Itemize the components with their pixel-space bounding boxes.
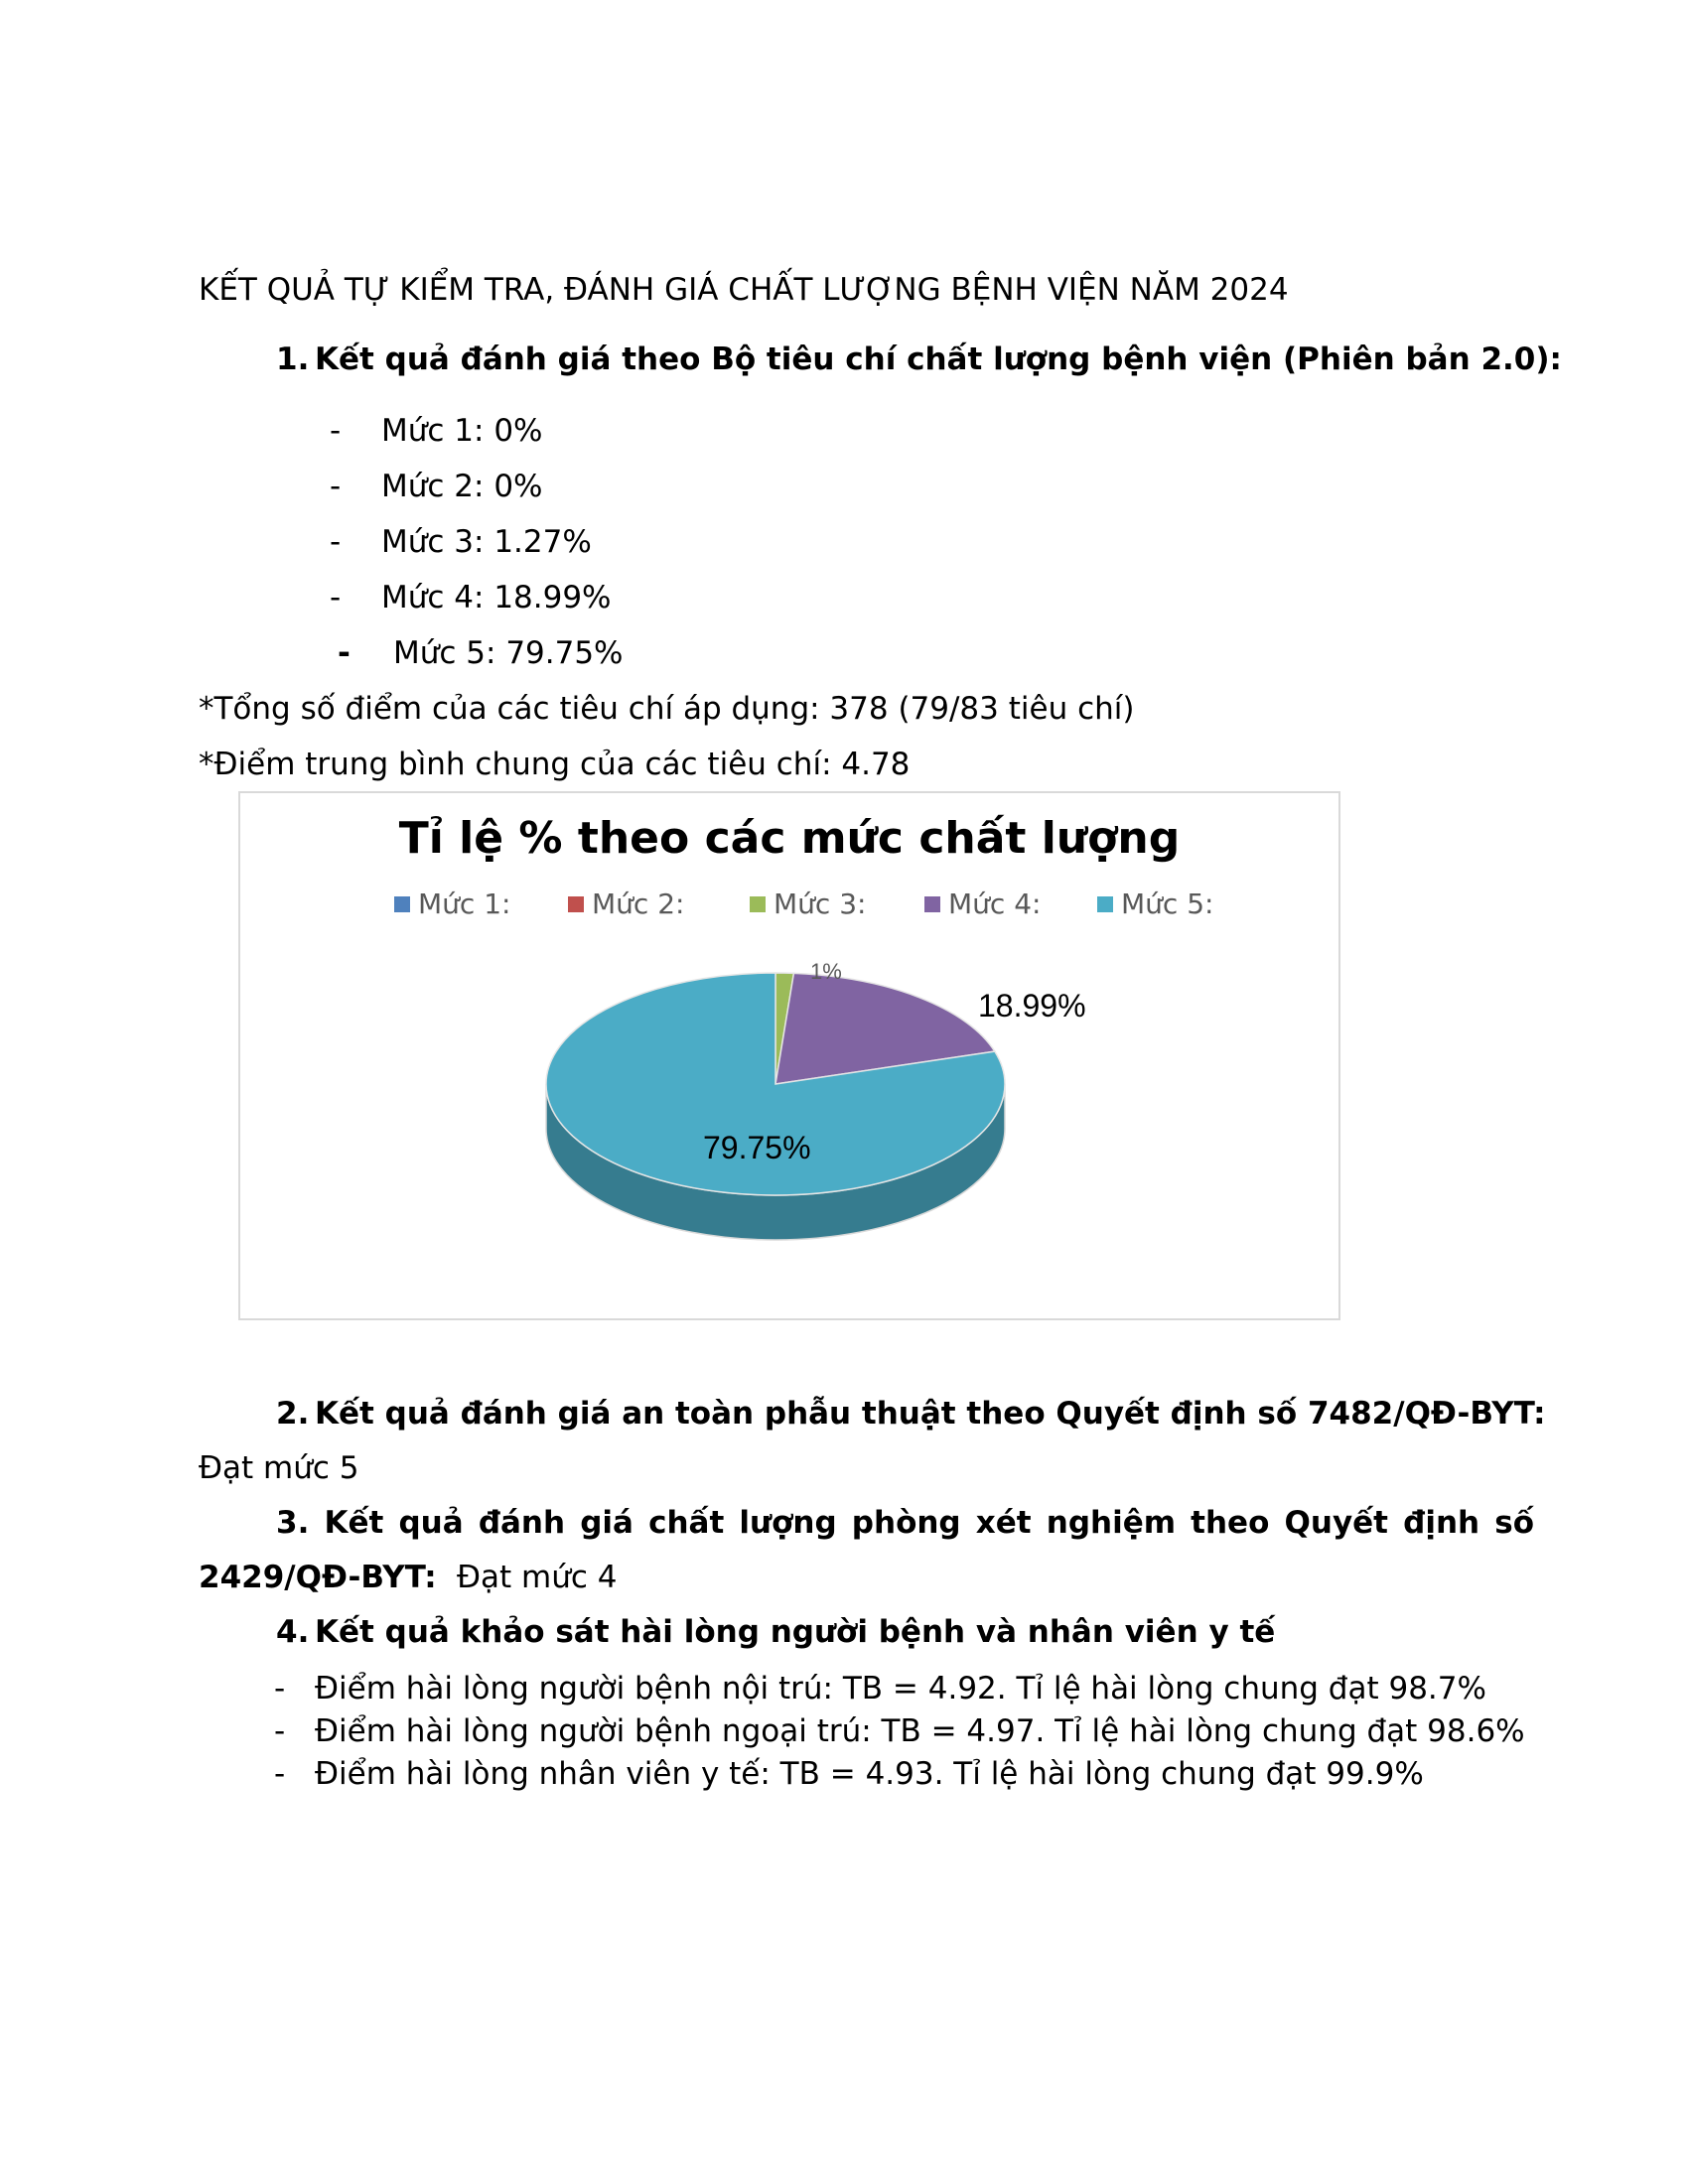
legend-label: Mức 3:	[774, 887, 867, 920]
section-4-title: Kết quả khảo sát hài lòng người bệnh và nhân viên y tế	[315, 1614, 1276, 1650]
list-item: Mức 3: 1.27%	[381, 524, 592, 560]
list-dash: -	[330, 469, 342, 504]
list-dash: -	[330, 413, 342, 449]
section-3-result: Đạt mức 4	[457, 1560, 618, 1595]
list-dash: -	[274, 1756, 286, 1792]
pie-chart	[238, 791, 1340, 1320]
section-2-title: Kết quả đánh giá an toàn phẫu thuật theo Quyết định số 7482/QĐ-BYT:	[315, 1396, 1546, 1432]
list-dash: -	[330, 524, 342, 560]
list-item: Điểm hài lòng người bệnh nội trú: TB = 4.92. Tỉ lệ hài lòng chung đạt 98.7%	[315, 1671, 1486, 1706]
data-label: 1%	[810, 959, 842, 984]
data-label: 79.75%	[703, 1130, 811, 1165]
document-heading: KẾT QUẢ TỰ KIỂM TRA, ĐÁNH GIÁ CHẤT LƯỢNG BỆNH VIỆN NĂM 2024	[199, 272, 1289, 308]
list-item: Mức 5: 79.75%	[393, 635, 624, 671]
chart-title: Tỉ lệ % theo các mức chất lượng	[398, 813, 1181, 864]
list-dash: -	[338, 635, 351, 671]
legend-label: Mức 4:	[948, 887, 1042, 920]
list-item: Điểm hài lòng người bệnh ngoại trú: TB = 4.97. Tỉ lệ hài lòng chung đạt 98.6%	[315, 1713, 1525, 1749]
legend-label: Mức 2:	[592, 887, 685, 920]
list-dash: -	[330, 580, 342, 615]
list-item: Điểm hài lòng nhân viên y tế: TB = 4.93. Tỉ lệ hài lòng chung đạt 99.9%	[315, 1756, 1424, 1792]
average-score-note: *Điểm trung bình chung của các tiêu chí: 4.78	[199, 747, 911, 782]
section-1-title: Kết quả đánh giá theo Bộ tiêu chí chất lượng bệnh viện (Phiên bản 2.0):	[315, 341, 1562, 377]
legend-label: Mức 5:	[1121, 887, 1214, 920]
total-score-note: *Tổng số điểm của các tiêu chí áp dụng: 378 (79/83 tiêu chí)	[199, 691, 1135, 727]
section-4-number: 4.	[276, 1614, 310, 1650]
section-1-number: 1.	[276, 341, 310, 377]
section-3-decision: 2429/QĐ-BYT:	[199, 1560, 437, 1595]
list-item: Mức 1: 0%	[381, 413, 543, 449]
list-item: Mức 4: 18.99%	[381, 580, 612, 615]
list-item: Mức 2: 0%	[381, 469, 543, 504]
list-dash: -	[274, 1671, 286, 1706]
section-3-title: 3. Kết quả đánh giá chất lượng phòng xét nghiệm theo Quyết định số	[276, 1505, 1534, 1541]
legend-label: Mức 1:	[418, 887, 511, 920]
data-label: 18.99%	[978, 988, 1086, 1024]
pie-plot	[240, 793, 1338, 1318]
list-dash: -	[274, 1713, 286, 1749]
section-2-number: 2.	[276, 1396, 310, 1432]
section-2-result: Đạt mức 5	[199, 1450, 359, 1486]
